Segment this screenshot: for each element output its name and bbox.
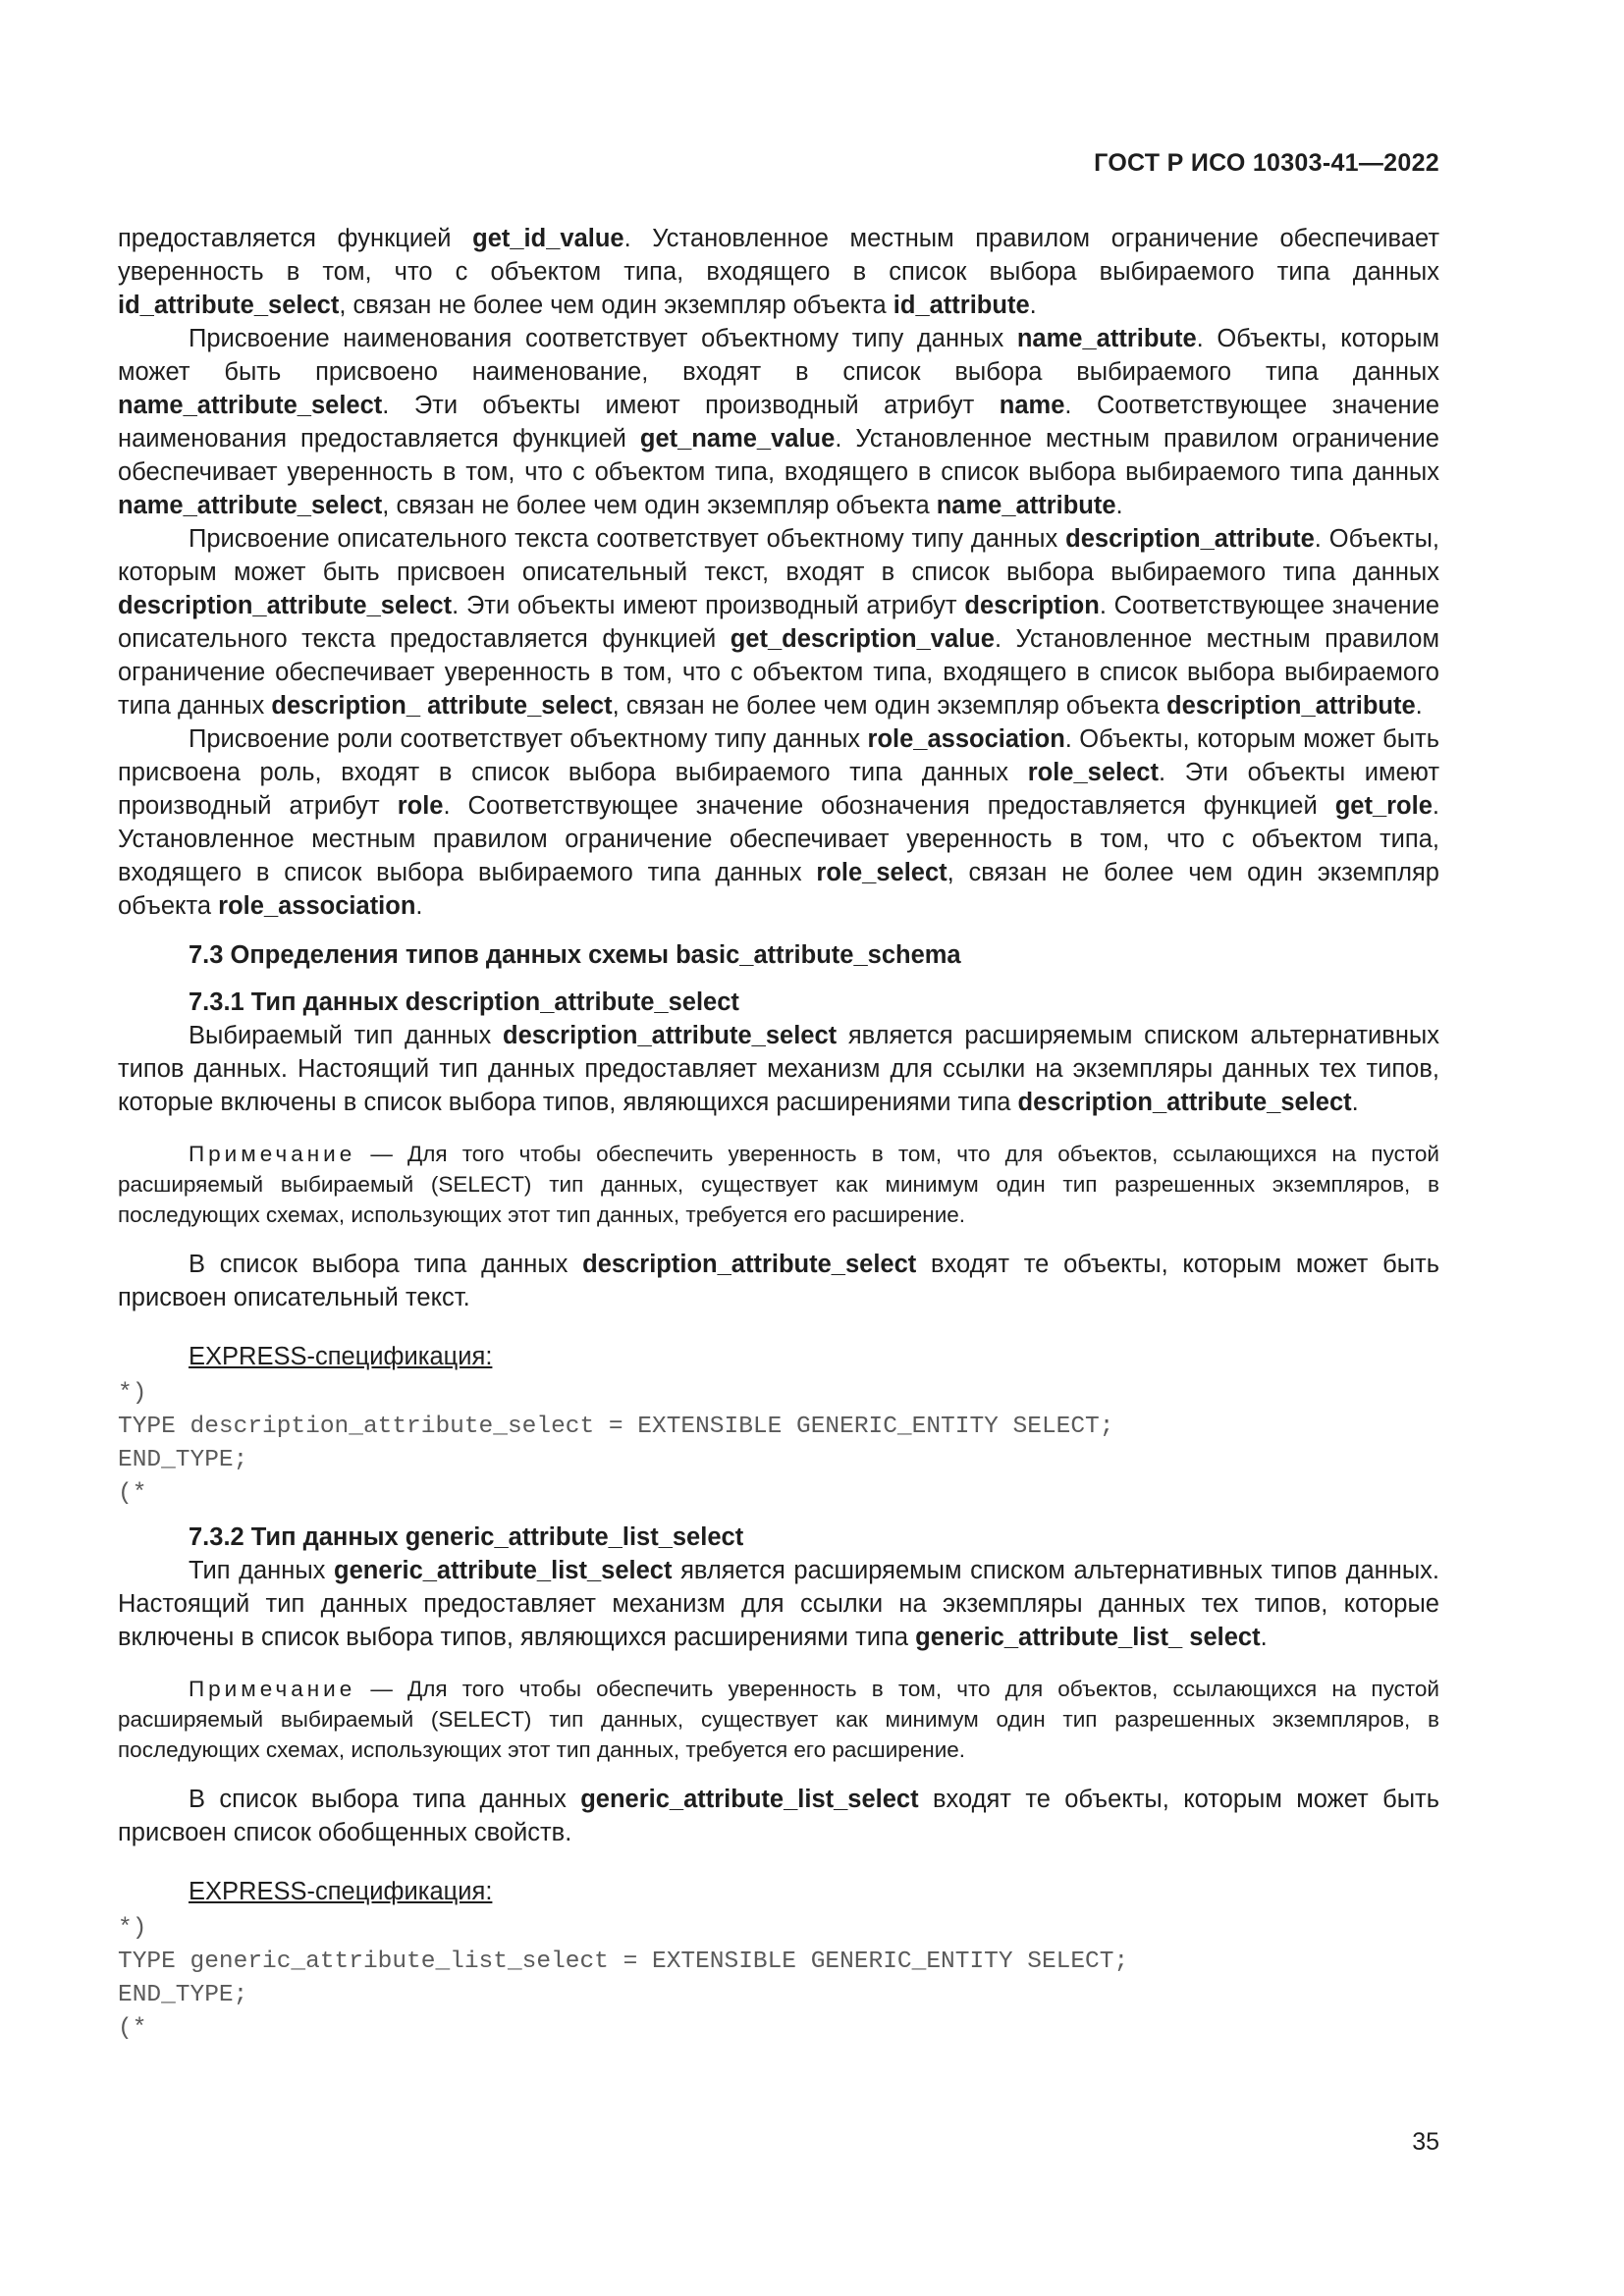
text-run: . Эти объекты имеют производный атрибут [382,392,1000,419]
subsection-intro [118,1019,1439,1119]
text-run: , связан не более чем один экземпляр объекта [339,292,893,319]
bold-term: role_select [816,859,947,886]
bold-term: description_attribute_select [582,1251,917,1278]
text-run: . [1115,492,1123,519]
note-label: Примечание [189,1677,356,1701]
text-run: . Соответствующее значение обозначения предоставляется функцией [443,792,1335,820]
bold-term: get_description_value [730,625,995,653]
note-paragraph [118,1139,1439,1230]
bold-term: get_role [1334,792,1433,820]
bold-term: generic_attribute_list_select [580,1786,919,1813]
bold-term: get_name_value [639,425,836,453]
express-spec-label: EXPRESS-спецификация: [189,1343,493,1370]
bold-term: name_attribute [936,492,1116,519]
bold-term: id_attribute_select [118,292,340,319]
bold-term: generic_attribute_list_select [334,1557,673,1584]
text-run: . Установленное местным правилом ограничение обеспечивает уверенность в том, что с объектом типа, входящего в список выбора выбираемого типа данных [118,625,1439,720]
text-run: . Объекты, которым может быть присвоена роль, входят в список выбора выбираемого типа данных [118,725,1440,786]
text-run: . [415,892,423,920]
text-run: входят те объекты, которым может быть присвоен описательный текст. [118,1251,1439,1311]
bold-term: description_ attribute_select [271,692,613,720]
subsection-body [118,1248,1439,1314]
bold-term: name [999,392,1065,419]
bold-term: name_attribute_select [118,492,383,519]
bold-term: role_association [218,892,416,920]
page-content [118,222,1439,2046]
text-run: является расширяемым списком альтернативных типов данных. Настоящий тип данных предоставляет механизм для ссылки на экземпляры данных тех типов, которые включены в список выбора типов, являющихся расширениями типа [118,1557,1439,1651]
body-paragraph [118,222,1439,322]
page-number: 35 [1412,2128,1439,2156]
subsection-heading: 7.3.2 Тип данных generic_attribute_list_select [189,1523,744,1551]
text-run: . Установленное местным правилом ограничение обеспечивает уверенность в том, что с объектом типа, входящего в список выбора выбираемого типа данных [118,225,1440,286]
text-run: Присвоение наименования соответствует объектному типу данных [189,325,1017,352]
subsections [118,986,1439,2046]
text-run: является расширяемым списком альтернативных типов данных. Настоящий тип данных предоставляет механизм для ссылки на экземпляры данных тех типов, которые включены в список выбора типов, являющихся расширениями типа [118,1022,1440,1116]
express-code-block: *) TYPE description_attribute_select = EXTENSIBLE GENERIC_ENTITY SELECT; END_TYPE; (* [118,1380,1114,1507]
body-paragraph [118,322,1439,522]
bold-term: description [964,592,1100,619]
text-run: . Объекты, которым может быть присвоен описательный текст, входят в список выбора выбираемого типа данных [118,525,1439,586]
text-run: . Эти объекты имеют производный атрибут [452,592,965,619]
bold-term: description_attribute [1065,525,1315,553]
body-paragraph [118,722,1439,923]
text-run: . Установленное местным правилом ограничение обеспечивает уверенность в том, что с объектом типа, входящего в список выбора выбираемого типа данных [118,792,1439,886]
text-run: . Установленное местным правилом ограничение обеспечивает уверенность в том, что с объектом типа, входящего в список выбора выбираемого типа данных [118,425,1439,486]
text-run: Присвоение роли соответствует объектному типу данных [189,725,868,753]
subsection-body [118,1783,1439,1849]
bold-term: name_attribute [1016,325,1197,352]
text-run: Выбираемый тип данных [189,1022,504,1049]
text-run: В список выбора типа данных [189,1786,581,1813]
note-label: Примечание [189,1142,356,1166]
text-run: . Эти объекты имеют производный атрибут [118,759,1440,820]
section-heading: 7.3 Определения типов данных схемы basic_attribute_schema [189,941,961,969]
text-run: предоставляется функцией [118,225,473,252]
text-run: , связан не более чем один экземпляр объекта [382,492,937,519]
text-run: , связан не более чем один экземпляр объекта [118,859,1439,920]
express-code-block: *) TYPE generic_attribute_list_select = EXTENSIBLE GENERIC_ENTITY SELECT; END_TYPE; (* [118,1915,1129,2042]
express-spec-label: EXPRESS-спецификация: [189,1878,493,1905]
bold-term: get_id_value [472,225,624,252]
text-run: . [1415,692,1423,720]
text-run: . Соответствующее значение описательного текста предоставляется функцией [118,592,1439,653]
bold-term: description_attribute_select [118,592,453,619]
text-run: . [1351,1089,1359,1116]
bold-term: description_attribute [1166,692,1416,720]
bold-term: id_attribute [893,292,1030,319]
text-run: . [1260,1624,1268,1651]
document-header: ГОСТ Р ИСО 10303-41—2022 [1094,149,1439,177]
bold-term: generic_attribute_list_ select [915,1624,1261,1651]
subsection-heading: 7.3.1 Тип данных description_attribute_select [189,988,739,1016]
text-run: , связан не более чем один экземпляр объекта [612,692,1167,720]
bold-term: description_attribute_select [503,1022,838,1049]
bold-term: role [397,792,444,820]
text-run: . [1029,292,1037,319]
body-paragraphs [118,222,1439,923]
note-text: — Для того чтобы обеспечить уверенность в том, что для объектов, ссылающихся на пустой расширяемый выбираемый (SELECT) тип данных, существует как минимум один тип разрешенных экземпляров, в последующих схемах, использующих этот тип данных, требуется его расширение. [118,1142,1439,1227]
subsection-intro [118,1554,1439,1654]
bold-term: role_association [867,725,1065,753]
text-run: . Объекты, которым может быть присвоено наименование, входят в список выбора выбираемого типа данных [118,325,1439,386]
text-run: входят те объекты, которым может быть присвоен список обобщенных свойств. [118,1786,1439,1846]
bold-term: role_select [1027,759,1159,786]
note-text: — Для того чтобы обеспечить уверенность в том, что для объектов, ссылающихся на пустой расширяемый выбираемый (SELECT) тип данных, существует как минимум один тип разрешенных экземпляров, в последующих схемах, использующих этот тип данных, требуется его расширение. [118,1677,1439,1762]
text-run: Тип данных [189,1557,335,1584]
bold-term: description_attribute_select [1017,1089,1352,1116]
text-run: Присвоение описательного текста соответствует объектному типу данных [189,525,1066,553]
body-paragraph [118,522,1439,722]
bold-term: name_attribute_select [118,392,383,419]
text-run: В список выбора типа данных [189,1251,583,1278]
text-run: . Соответствующее значение наименования предоставляется функцией [118,392,1439,453]
note-paragraph [118,1674,1439,1765]
